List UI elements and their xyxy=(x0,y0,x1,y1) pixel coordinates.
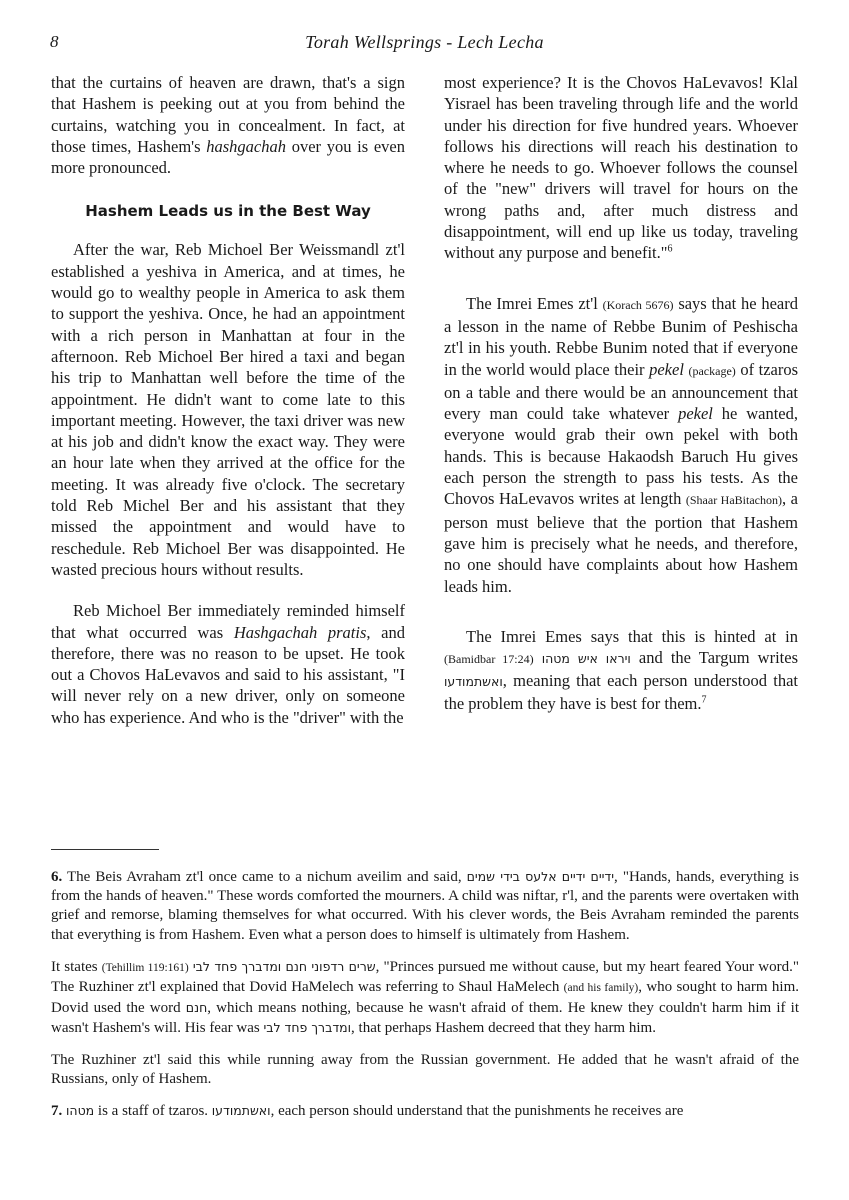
footnote-number: 6. xyxy=(51,869,63,885)
text-run: , a person must believe that the portion that Hashem gave him is precisely what he needs, and therefore, no one should have complaints about how Hashem leads him. xyxy=(444,489,798,596)
text-run: he wanted, everyone would grab their own pekel with both hands. This is because Hakaodsh Baruch Hu gives each person the strength to pass his tests. As the Chovos HaLevavos writes at length xyxy=(444,404,798,509)
text-run: , which means nothing, because he wasn't afraid of them. He knew they couldn't harm him if it wasn't Hashem's will. His fear was xyxy=(51,1000,799,1037)
source-citation: (Shaar HaBitachon) xyxy=(685,493,782,508)
left-column xyxy=(51,72,405,728)
footnote-number: 7. xyxy=(51,1103,63,1120)
text-run: that the curtains of heaven are drawn, that's a sign that Hashem is peeking out at you from behind the curtains, watching you in concealment. In fact, at those times, Hashem's xyxy=(51,73,405,156)
text-run: It states xyxy=(51,958,102,975)
text-run: Reb Michoel Ber immediately reminded himself that what occurred was xyxy=(51,601,405,642)
footnote-6 xyxy=(51,867,799,945)
text-run: of tzaros on a table and there would be an announcement that every man could take whatever xyxy=(444,359,799,424)
text-run: , each person should understand that the punishments he receives are xyxy=(270,1103,684,1120)
paragraph xyxy=(444,626,798,714)
text-run: most experience? It is the Chovos HaLevavos! Klal Yisrael has been traveling through life and the world under his direction for five hundred years. Whoever follows his directions will reach his destination to where he needs to go. Whoever follows the counsel of the "new" drivers will travel for hours on the wrong paths and, after much distress and disappointment, will end up like us today, traveling without any purpose and benefit." xyxy=(444,73,798,263)
hebrew-quote: חנם xyxy=(185,1000,208,1016)
hebrew-quote: מטהו xyxy=(66,1103,95,1119)
source-citation: (Tehillim 119:161) xyxy=(101,961,189,974)
text-run: , and therefore, there was no reason to be upset. He took out a Chovos HaLevavos and said to his assistant, "I will never rely on a new driver, only on someone who has experience. And who is the "driver" with the xyxy=(51,622,405,727)
text-run: The Imrei Emes zt'l xyxy=(466,293,603,313)
paragraph xyxy=(51,600,405,728)
text-run: , "Hands, hands, everything is from the hands of heaven." These words comforted the mourners. A child was niftar, r'l, and the parents were overtaken with grief and remorse, blaming themselves for what occurred. With his clever words, the Beis Avraham reminded the parents that everything is from Hashem. Even what a person does to himself is ultimately from Hashem. xyxy=(51,869,799,943)
hebrew-quote: ידיים ידיים אלעס בידי שמים xyxy=(466,869,615,884)
footnote-7 xyxy=(51,1101,799,1121)
right-column xyxy=(444,72,798,714)
footnotes-section xyxy=(51,867,799,1121)
footnote-divider xyxy=(51,849,159,850)
italic-term: Hashgachah pratis xyxy=(233,622,367,642)
italic-term: pekel xyxy=(649,359,684,379)
parenthetical-note: (and his family) xyxy=(563,982,639,995)
hebrew-quote: ואשתמודעו xyxy=(211,1103,271,1119)
text-run: , meaning that each person understood that the problem they have is best for them. xyxy=(444,671,798,713)
italic-term: pekel xyxy=(678,404,713,424)
running-title: Torah Wellsprings - Lech Lecha xyxy=(305,32,544,52)
text-run: The Imrei Emes says that this is hinted at in xyxy=(466,626,798,646)
text-run: , "Princes pursued me without cause, but my heart feared Your word." The Ruzhiner zt'l explained that Dovid HaMelech was referring to Shaul HaMelech xyxy=(51,958,799,996)
text-run: , that perhaps Hashem decreed that they harm him. xyxy=(351,1020,656,1037)
section-heading: Hashem Leads us in the Best Way xyxy=(85,202,371,221)
footnote-ref[interactable]: 7 xyxy=(701,694,707,706)
hebrew-quote: ואשתמודעו xyxy=(444,674,503,690)
gloss: (package) xyxy=(688,363,736,378)
text-run: and the Targum writes xyxy=(630,648,799,668)
paragraph xyxy=(444,72,798,264)
paragraph xyxy=(51,72,405,178)
text-run: is a staff of tzaros. xyxy=(94,1103,212,1120)
source-citation: (Bamidbar 17:24) xyxy=(444,652,534,667)
paragraph: After the war, Reb Michoel Ber Weissmandl zt'l established a yeshiva in America, and at times, he would go to wealthy people in America to ask them to support the yeshiva. Once, he had an appointment with a rich person in Manhattan at four in the afternoon. Reb Michoel Ber hired a taxi and began his trip to Manhattan well before the time of the appointment. He didn't want to come late to this important meeting. However, the taxi driver was new at his job and didn't know the exact way. They were an hour late when they arrived at the office for the meeting. It was already five o'clock. The secretary told Reb Michel Ber and his assistant that they missed the appointment and would have to reschedule. Reb Michoel Ber was disappointed. He wasted precious hours without results. xyxy=(51,240,405,579)
footnote-6-continued xyxy=(51,957,799,1039)
hebrew-quote: ויראו איש מטהו xyxy=(541,651,631,667)
text-run: , who sought to harm him. Dovid used the word xyxy=(51,979,799,1017)
hebrew-quote: ומדברך פחד לבי xyxy=(263,1020,352,1036)
source-citation: (Korach 5676) xyxy=(602,297,674,312)
paragraph xyxy=(444,293,798,597)
text-run: The Beis Avraham zt'l once came to a nichum aveilim and said, xyxy=(62,869,467,885)
footnote-6-continued: The Ruzhiner zt'l said this while running away from the Russian government. He added that he wasn't afraid of the Russians, only of Hashem. xyxy=(51,1051,799,1087)
italic-term: hashgachah xyxy=(206,136,286,156)
text-run: over you is even more pronounced. xyxy=(51,136,405,178)
text-run: says that he heard a lesson in the name of Rebbe Bunim of Peshischa zt'l in his youth. Rebbe Bunim noted that if everyone in the world would place their xyxy=(444,293,798,379)
hebrew-quote: שרים רדפוני חנם ומדברך פחד לבי xyxy=(192,958,376,974)
page-number: 8 xyxy=(50,32,59,51)
footnote-ref[interactable]: 6 xyxy=(667,243,673,255)
page-header xyxy=(50,32,799,58)
